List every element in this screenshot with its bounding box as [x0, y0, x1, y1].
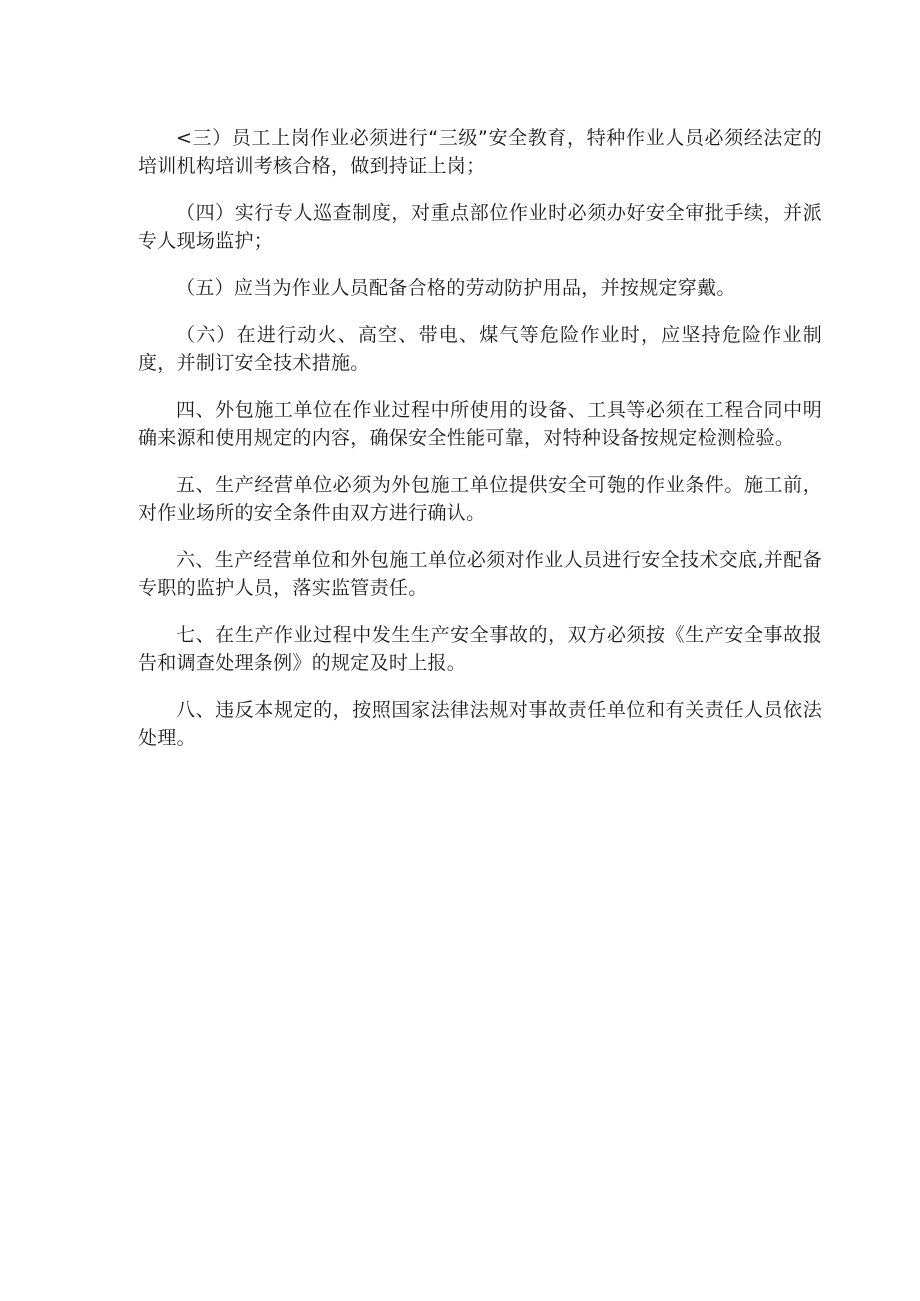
paragraph-item-6: （六）在进行动火、高空、带电、煤气等危险作业时，应坚持危险作业制度，并制订安全技术措施。: [138, 324, 822, 374]
paragraph-section-7: 七、在生产作业过程中发生生产安全事故的，双方必须按《生产安全事故报告和调查处理条例》的规定及时上报。: [138, 624, 822, 674]
document-body: [138, 124, 822, 771]
paragraph-item-5: （五）应当为作业人员配备合格的劳动防护用品，并按规定穿戴。: [176, 277, 736, 299]
paragraph-section-6: 六、生产经营单位和外包施工单位必须对作业人员进行安全技术交底,并配备专职的监护人员，落实监管责任。: [138, 549, 822, 599]
paragraph-section-4: 四、外包施工单位在作业过程中所使用的设备、工具等必须在工程合同中明确来源和使用规定的内容，确保安全性能可靠，对特种设备按规定检测检验。: [138, 399, 822, 449]
paragraph-section-8: 八、违反本规定的，按照国家法律法规对事故责任单位和有关责任人员依法处理。: [138, 699, 822, 749]
paragraph-item-4: （四）实行专人巡查制度，对重点部位作业时必须办好安全审批手续，并派专人现场监护；: [138, 202, 822, 252]
paragraph-item-3: <三）员工上岗作业必须进行“三级”安全教育，特种作业人员必须经法定的培训机构培训考核合格，做到持证上岗；: [138, 127, 822, 177]
paragraph-section-5: 五、生产经营单位必须为外包施工单位提供安全可匏的作业条件。施工前，对作业场所的安全条件由双方进行确认。: [138, 474, 822, 524]
